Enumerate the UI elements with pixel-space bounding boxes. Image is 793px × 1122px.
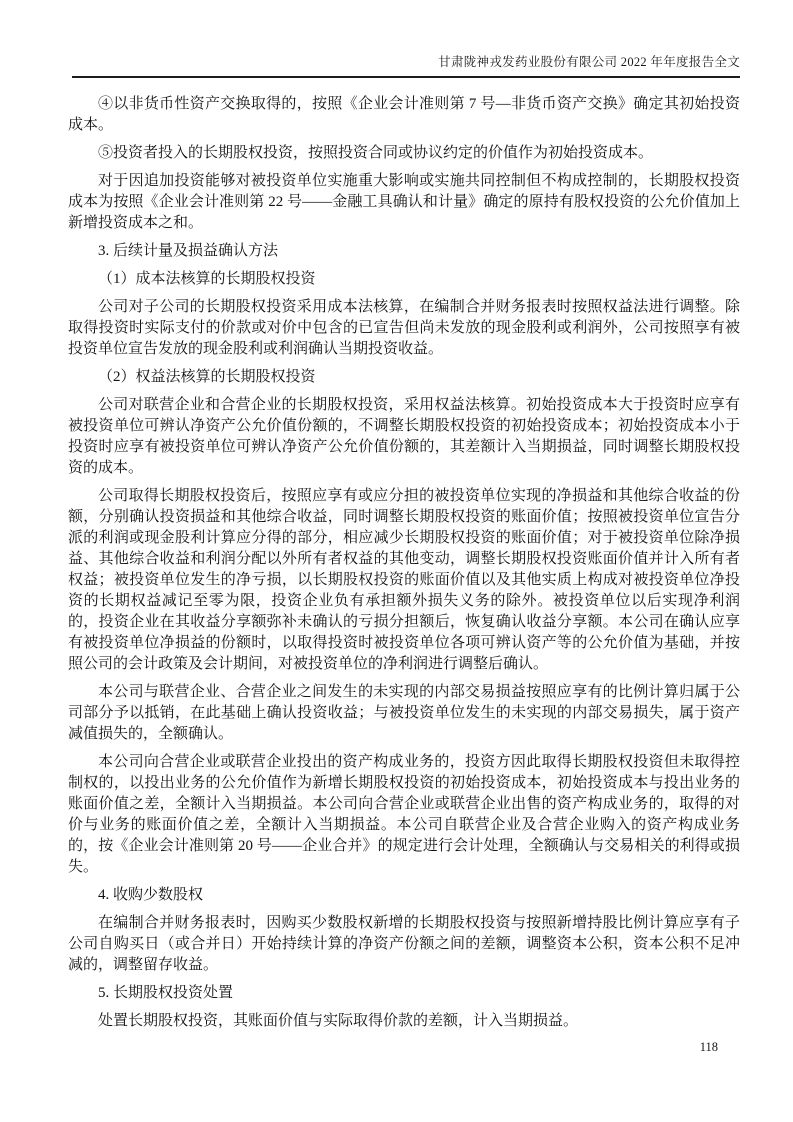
- header-divider: [72, 76, 740, 78]
- paragraph: 在编制合并财务报表时，因购买少数股权新增的长期股权投资与按照新增持股比例计算应享有子公司自购买日（或合并日）开始持续计算的净资产份额之间的差额，调整资本公积，资本公积不足冲减的，调整留存收益。: [68, 915, 740, 973]
- section-heading: （1）成本法核算的长期股权投资: [98, 271, 316, 287]
- page-header: [72, 54, 740, 70]
- section-heading: （2）权益法核算的长期股权投资: [98, 369, 316, 385]
- paragraph: 公司对子公司的长期股权投资采用成本法核算，在编制合并财务报表时按照权益法进行调整。除取得投资时实际支付的价款或对价中包含的已宣告但尚未发放的现金股利或利润外，公司按照享有被投资单位宣告发放的现金股利或利润确认当期投资收益。: [68, 299, 740, 357]
- section-heading: 4. 收购少数股权: [98, 887, 204, 903]
- page-number: 118: [699, 1040, 718, 1054]
- paragraph: 公司对联营企业和合营企业的长期股权投资，采用权益法核算。初始投资成本大于投资时应享有被投资单位可辨认净资产公允价值份额的，不调整长期股权投资的初始投资成本；初始投资成本小于投资时应享有被投资单位可辨认净资产公允价值份额的，其差额计入当期损益，同时调整长期股权投资的成本。: [68, 397, 740, 476]
- paragraph: ⑤投资者投入的长期股权投资，按照投资合同或协议约定的价值作为初始投资成本。: [98, 145, 654, 161]
- paragraph: 公司取得长期股权投资后，按照应享有或应分担的被投资单位实现的净损益和其他综合收益的份额，分别确认投资损益和其他综合收益，同时调整长期股权投资的账面价值；按照被投资单位宣告分派的利润或现金股利计算应分得的部分，相应减少长期股权投资的账面价值；对于被投资单位除净损益、其他综合收益和利润分配以外所有者权益的其他变动，调整长期股权投资账面价值并计入所有者权益；被投资单位发生的净亏损，以长期股权投资的账面价值以及其他实质上构成对被投资单位净投资的长期权益减记至零为限，投资企业负有承担额外损失义务的除外。被投资单位以后实现净利润的，投资企业在其收益分享额弥补未确认的亏损分担额后，恢复确认收益分享额。本公司在确认应享有被投资单位净损益的份额时，以取得投资时被投资单位各项可辨认资产等的公允价值为基础，并按照公司的会计政策及会计期间，对被投资单位的净利润进行调整后确认。: [68, 488, 740, 672]
- paragraph: 处置长期股权投资，其账面价值与实际取得价款的差额，计入当期损益。: [98, 1013, 579, 1029]
- paragraph: ④以非货币性资产交换取得的，按照《企业会计准则第 7 号—非货币资产交换》确定其初始投资成本。: [68, 96, 740, 133]
- section-heading: 3. 后续计量及损益确认方法: [98, 243, 279, 259]
- section-heading: 5. 长期股权投资处置: [98, 985, 234, 1001]
- paragraph: 本公司与联营企业、合营企业之间发生的未实现的内部交易损益按照应享有的比例计算归属于公司部分予以抵销，在此基础上确认投资收益；与被投资单位发生的未实现的内部交易损失，属于资产减值损失的，全额确认。: [68, 684, 740, 742]
- paragraph: 本公司向合营企业或联营企业投出的资产构成业务的，投资方因此取得长期股权投资但未取得控制权的，以投出业务的公允价值作为新增长期股权投资的初始投资成本，初始投资成本与投出业务的账面价值之差，全额计入当期损益。本公司向合营企业或联营企业出售的资产构成业务的，取得的对价与业务的账面价值之差，全额计入当期损益。本公司自联营企业及合营企业购入的资产构成业务的，按《企业会计准则第 20 号——企业合并》的规定进行会计处理，全额确认与交易相关的利得或损失。: [68, 754, 740, 875]
- page-footer: [700, 1040, 718, 1055]
- document-body: [68, 94, 740, 1039]
- report-title: 甘肃陇神戎发药业股份有限公司 2022 年年度报告全文: [438, 55, 740, 69]
- paragraph: 对于因追加投资能够对被投资单位实施重大影响或实施共同控制但不构成控制的，长期股权投资成本为按照《企业会计准则第 22 号——金融工具确认和计量》确定的原持有股权投资的公允价值加上新增投资成本之和。: [68, 173, 740, 231]
